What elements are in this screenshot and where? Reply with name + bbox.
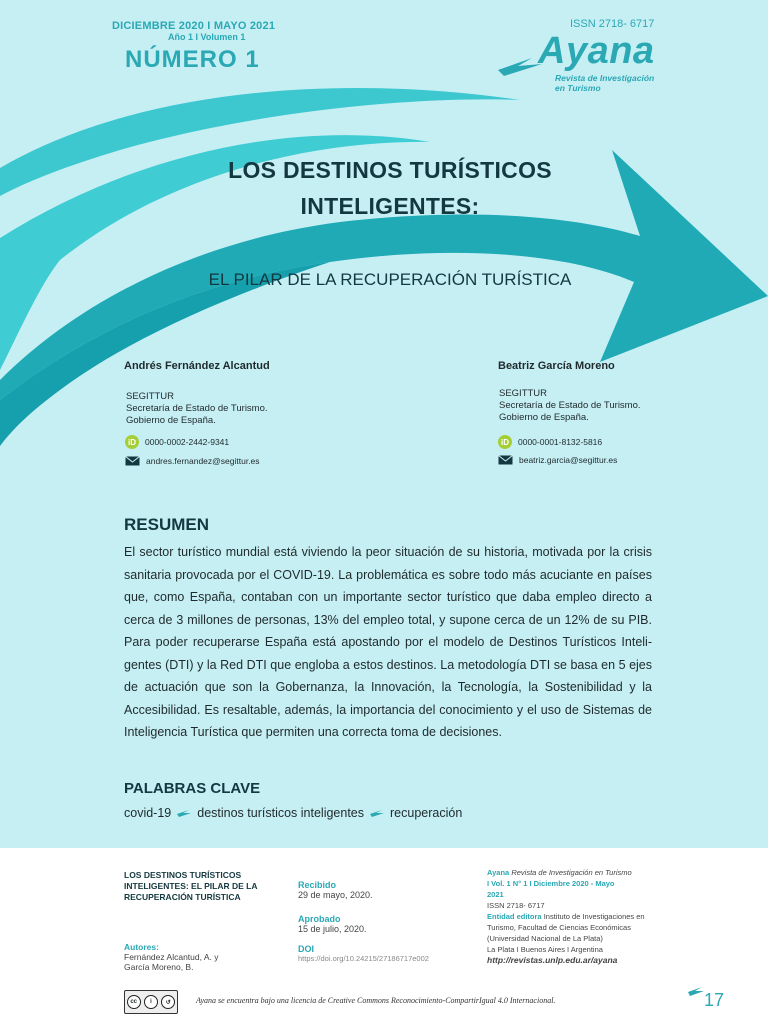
mail-icon	[125, 456, 140, 466]
authors-line-1: Fernández Alcantud, A. y	[124, 952, 219, 962]
journal-name: Ayana	[487, 868, 510, 877]
authors-line-2: García Moreno, B.	[124, 962, 194, 972]
title-line-2: INTELIGENTES:	[300, 193, 480, 219]
entidad-line-2: Turismo, Facultad de Ciencias Económicas	[487, 923, 631, 932]
license-text: Ayana se encuentra bajo una licencia de Creative Commons Reconocimiento-CompartirIgual 4.0 Internacional.	[196, 996, 556, 1005]
article-title	[120, 152, 660, 224]
keywords-list	[124, 806, 462, 820]
author-1-org: SEGITTUR	[126, 391, 175, 402]
keyword: destinos turísticos inteligentes	[197, 806, 365, 820]
keyword: recuperación	[390, 806, 463, 820]
keywords-heading: PALABRAS CLAVE	[124, 780, 261, 797]
sa-icon: ↺	[161, 995, 175, 1009]
resumen-heading: RESUMEN	[124, 515, 210, 534]
doi-link[interactable]: https://doi.org/10.24215/27186717e002	[298, 954, 429, 963]
recibido-label: Recibido	[298, 880, 337, 890]
author-2-orcid[interactable]	[498, 435, 602, 449]
orcid-icon: iD	[125, 435, 139, 449]
cc-license-badge[interactable]	[124, 990, 178, 1014]
mail-icon	[498, 455, 513, 465]
footer-authors	[124, 942, 219, 972]
author-2-affiliation	[499, 388, 641, 424]
issn: ISSN 2718- 6717	[570, 18, 655, 30]
footer-article-title	[124, 870, 258, 903]
logo-subtitle: Revista de Investigación en Turismo	[555, 73, 655, 93]
authors-label: Autores:	[124, 942, 159, 952]
footer-title-line-1: LOS DESTINOS TURÍSTICOS	[124, 870, 242, 880]
author-1-orcid[interactable]	[125, 435, 229, 449]
author-1-aff1: Secretaría de Estado de Turismo.	[126, 403, 268, 414]
aprobado-label: Aprobado	[298, 914, 341, 924]
arrow-icon	[177, 808, 191, 818]
author-1-email[interactable]	[125, 456, 260, 466]
aprobado-date: 15 de julio, 2020.	[298, 924, 367, 934]
author-1-email-value: andres.fernandez@segittur.es	[146, 456, 260, 466]
by-icon: i	[144, 995, 158, 1009]
title-line-1: LOS DESTINOS TURÍSTICOS	[228, 157, 552, 183]
author-1-aff2: Gobierno de España.	[126, 415, 216, 426]
recibido-date: 29 de mayo, 2020.	[298, 890, 373, 900]
footer-journal-info	[487, 867, 657, 966]
issue-date: DICIEMBRE 2020 I MAYO 2021	[112, 20, 276, 32]
issue-number: NÚMERO 1	[125, 46, 260, 73]
journal-desc: Revista de Investigación en Turismo	[511, 868, 632, 877]
cc-icon: cc	[127, 995, 141, 1009]
footer-dates	[298, 880, 429, 963]
year-volume: Año 1 I Volumen 1	[168, 32, 246, 42]
entidad-line-1: Instituto de Investigaciones en	[543, 912, 645, 921]
author-2-orcid-value: 0000-0001-8132-5816	[518, 437, 603, 447]
arrow-icon	[688, 985, 704, 997]
entidad-label: Entidad editora	[487, 912, 542, 921]
footer-title-line-3: RECUPERACIÓN TURÍSTICA	[124, 892, 241, 902]
author-2-email-value: beatriz.garcia@segittur.es	[519, 455, 618, 465]
doi-label: DOI	[298, 944, 315, 954]
author-2-email[interactable]	[498, 455, 617, 465]
author-2-aff2: Gobierno de España.	[499, 412, 589, 423]
resumen-text: El sector turístico mundial está viviendo la peor situación de su historia, motivada por la crisis sanitaria provocada por el COVID-19. La problemática es sobre todo más acuciante en países que, como España, contaban con un importante sector turístico que daba empleo directo a cerca de 3 millones de personas, 13% del empleo total, y supone cerca de un 12% de su PIB. Para poder recuperarse España está apostando por el modelo de Destinos Turísticos Inteli-gentes (DTI) y la Red DTI que engloba a estos destinos. La metodología DTI se basa en 5 ejes de actuación que son la Gobernanza, la Innovación, la Tecnología, la Sostenibilidad y la Accesibilidad. Es resaltable, además, la importancia del conocimiento y el uso de Sistemas de Inteligencia Turística que permiten una correcta toma de decisiones.	[124, 545, 652, 739]
entidad-line-3: (Universidad Nacional de La Plata)	[487, 934, 603, 943]
author-2-org: SEGITTUR	[499, 388, 548, 399]
page-number: 17	[704, 990, 725, 1010]
author-2-name: Beatriz García Moreno	[498, 360, 615, 372]
logo-name: Ayana	[538, 30, 655, 72]
author-1-orcid-value: 0000-0002-2442-9341	[145, 437, 230, 447]
author-1-affiliation	[126, 391, 268, 427]
author-1-name: Andrés Fernández Alcantud	[124, 360, 270, 372]
article-subtitle: EL PILAR DE LA RECUPERACIÓN TURÍSTICA	[208, 270, 572, 289]
vol-line: I Vol. 1 N° 1 I Diciembre 2020 - Mayo	[487, 879, 615, 888]
footer-title-line-2: INTELIGENTES: EL PILAR DE LA	[124, 881, 258, 891]
orcid-icon: iD	[498, 435, 512, 449]
arrow-icon	[370, 808, 384, 818]
keyword: covid-19	[124, 806, 172, 820]
journal-url[interactable]: http://revistas.unlp.edu.ar/ayana	[487, 955, 618, 965]
author-2-aff1: Secretaría de Estado de Turismo.	[499, 400, 641, 411]
issn-footer: ISSN 2718- 6717	[487, 901, 545, 910]
vol-year: 2021	[487, 890, 504, 899]
entidad-line-4: La Plata I Buenos Aires I Argentina	[487, 945, 603, 954]
